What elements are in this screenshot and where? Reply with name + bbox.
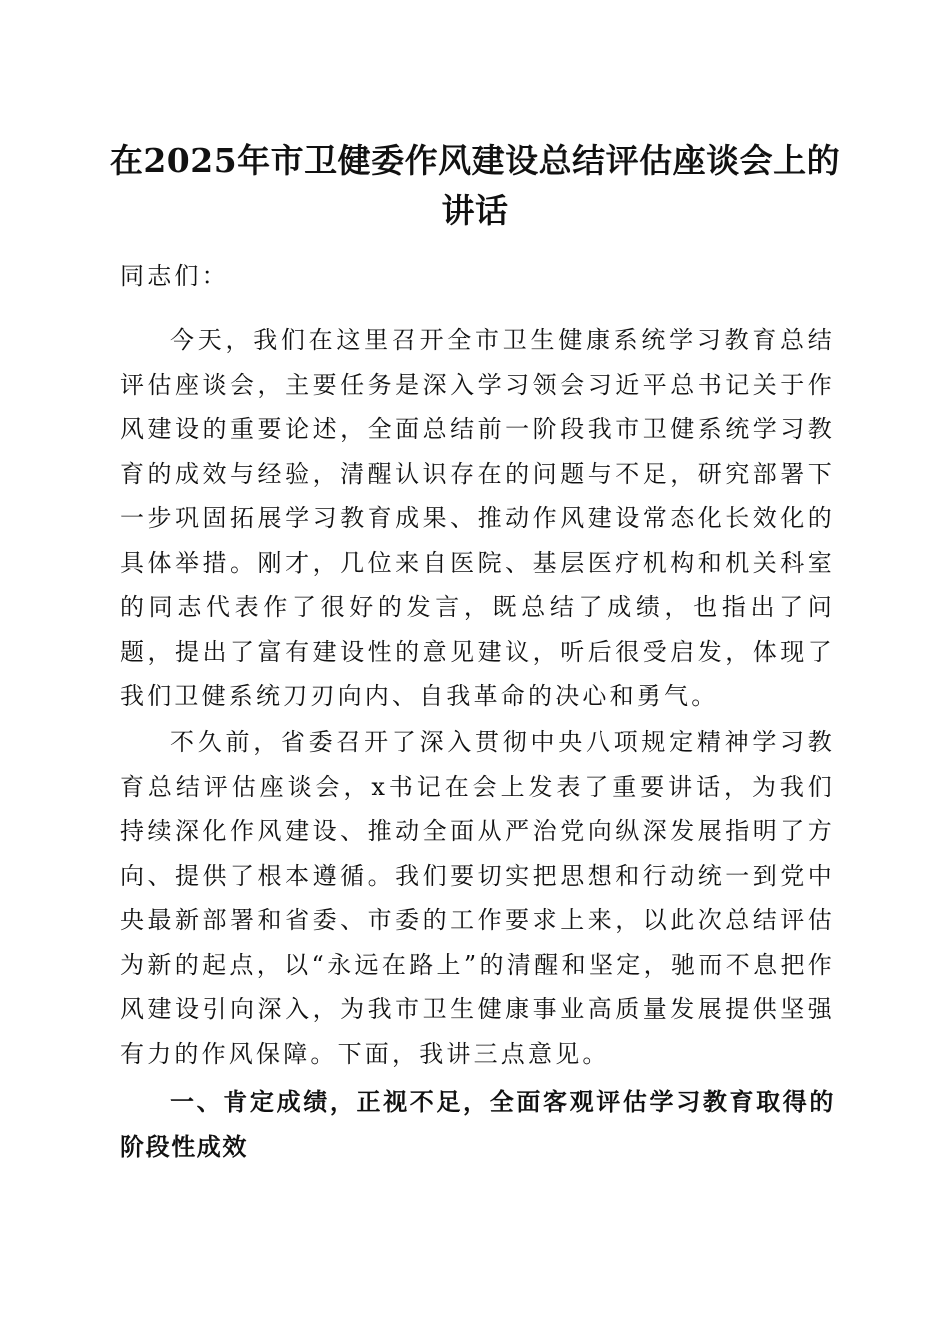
paragraph-2: 不久前，省委召开了深入贯彻中央八项规定精神学习教育总结评估座谈会，x书记在会上发表了重要讲话，为我们持续深化作风建设、推动全面从严治党向纵深发展指明了方向、提供了根本遵循。我们要切实把思想和行动统一到党中央最新部署和省委、市委的工作要求上来，以此次总结评估为新的起点，以“永远在路上”的清醒和坚定，驰而不息把作风建设引向深入，为我市卫生健康事业高质量发展提供坚强有力的作风保障。下面，我讲三点意见。 [120, 728, 835, 1068]
paragraph-1: 今天，我们在这里召开全市卫生健康系统学习教育总结评估座谈会，主要任务是深入学习领会习近平总书记关于作风建设的重要论述，全面总结前一阶段我市卫健系统学习教育的成效与经验，清醒认识存在的问题与不足，研究部署下一步巩固拓展学习教育成果、推动作风建设常态化长效化的具体举措。刚才，几位来自医院、基层医疗机构和机关科室的同志代表作了很好的发言，既总结了成绩，也指出了问题，提出了富有建设性的意见建议，听后很受启发，体现了我们卫健系统刀刃向内、自我革命的决心和勇气。 [120, 326, 835, 710]
section-heading-1: 一、肯定成绩，正视不足，全面客观评估学习教育取得的阶段性成效 [120, 1088, 835, 1161]
salutation: 同志们： [120, 262, 229, 290]
document-title: 在2025年市卫健委作风建设总结评估座谈会上的讲话 [109, 141, 841, 230]
